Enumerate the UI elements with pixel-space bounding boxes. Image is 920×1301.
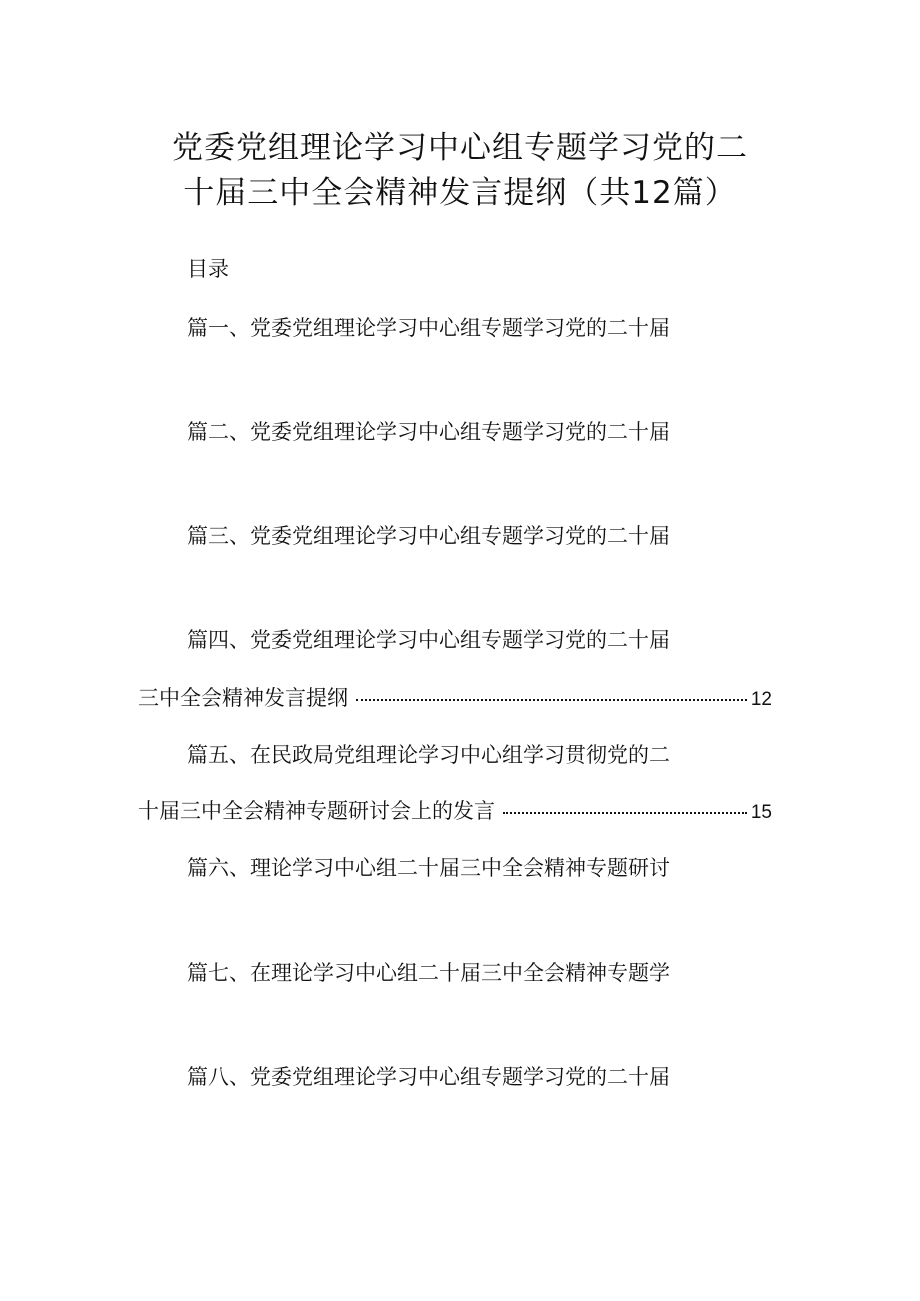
toc-entry-4-continuation-text: 三中全会精神发言提纲: [138, 686, 348, 710]
toc-entry-5-continuation-text: 十届三中全会精神专题研讨会上的发言: [138, 799, 495, 823]
toc-entry-4-continuation[interactable]: [138, 688, 772, 709]
toc-entry-4[interactable]: 篇四、党委党组理论学习中心组专题学习党的二十届: [187, 628, 670, 652]
document-title-line-1: 党委党组理论学习中心组专题学习党的二: [172, 130, 748, 166]
toc-entry-5[interactable]: 篇五、在民政局党组理论学习中心组学习贯彻党的二: [187, 743, 670, 767]
toc-entry-8[interactable]: 篇八、党委党组理论学习中心组专题学习党的二十届: [187, 1065, 670, 1089]
toc-entry-3[interactable]: 篇三、党委党组理论学习中心组专题学习党的二十届: [187, 524, 670, 548]
toc-entry-5-continuation[interactable]: [138, 801, 772, 822]
toc-entry-2[interactable]: 篇二、党委党组理论学习中心组专题学习党的二十届: [187, 420, 670, 444]
toc-entry-7[interactable]: 篇七、在理论学习中心组二十届三中全会精神专题学: [187, 961, 670, 985]
document-title-line-2: 十届三中全会精神发言提纲（共12篇）: [183, 175, 737, 211]
toc-heading: 目录: [187, 257, 229, 281]
dot-leader: [356, 699, 747, 701]
dot-leader: [503, 812, 747, 814]
toc-entry-1[interactable]: 篇一、党委党组理论学习中心组专题学习党的二十届: [187, 316, 670, 340]
toc-entry-4-page-number: 12: [750, 689, 772, 710]
toc-entry-5-page-number: 15: [750, 802, 772, 823]
toc-entry-6[interactable]: 篇六、理论学习中心组二十届三中全会精神专题研讨: [187, 856, 670, 880]
